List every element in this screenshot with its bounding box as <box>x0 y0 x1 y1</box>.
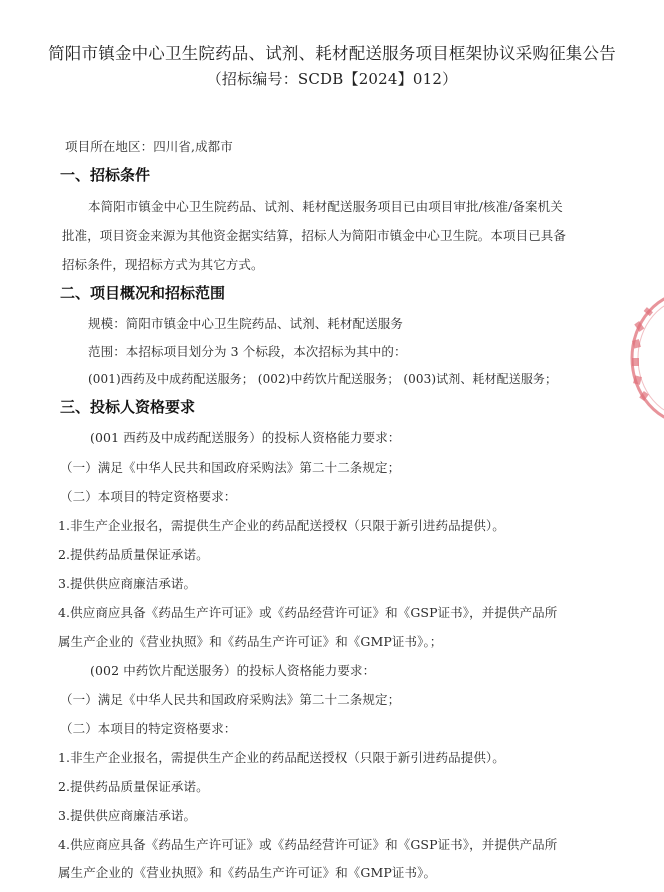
lot2-req1: 1.非生产企业报名，需提供生产企业的药品配送授权（只限于新引进药品提供）。 <box>58 750 505 765</box>
project-scale: 规模：简阳市镇金中心卫生院药品、试剂、耗材配送服务 <box>88 316 404 331</box>
lot1-req1: 1.非生产企业报名，需提供生产企业的药品配送授权（只限于新引进药品提供）。 <box>58 518 505 533</box>
tender-number: （招标编号：SCDB【2024】012） <box>206 70 458 88</box>
section1-line: 批准，项目资金来源为其他资金据实结算，招标人为简阳市镇金中心卫生院。本项目已具备 <box>62 228 567 243</box>
lot2-item2: （二）本项目的特定资格要求： <box>60 721 237 736</box>
lot2-req4-cont: 属生产企业的《营业执照》和《药品生产许可证》和《GMP证书》。 <box>58 865 437 880</box>
section3-heading: 三、投标人资格要求 <box>60 398 196 416</box>
lot2-req4: 4.供应商应具备《药品生产许可证》或《药品经营许可证》和《GSP证书》，并提供产品所 <box>58 837 558 852</box>
lot2-req2: 2.提供药品质量保证承诺。 <box>58 779 209 794</box>
project-lots: (001)西药及中成药配送服务； (002)中药饮片配送服务； (003)试剂、耗材配送服务； <box>88 372 558 386</box>
section1-heading: 一、招标条件 <box>60 166 151 184</box>
document-title: 简阳市镇金中心卫生院药品、试剂、耗材配送服务项目框架协议采购征集公告 <box>48 44 616 63</box>
lot2-req3: 3.提供供应商廉洁承诺。 <box>58 808 197 823</box>
lot1-req3: 3.提供供应商廉洁承诺。 <box>58 576 197 591</box>
lot2-intro: (002 中药饮片配送服务）的投标人资格能力要求： <box>90 663 376 678</box>
project-location: 项目所在地区：四川省,成都市 <box>65 139 233 154</box>
lot2-item1: （一）满足《中华人民共和国政府采购法》第二十二条规定； <box>60 692 401 707</box>
lot1-req4-cont: 属生产企业的《营业执照》和《药品生产许可证》和《GMP证书》。； <box>58 634 443 649</box>
lot1-item2: （二）本项目的特定资格要求： <box>60 489 237 504</box>
lot1-intro: (001 西药及中成药配送服务）的投标人资格能力要求： <box>90 430 401 445</box>
section1-line: 本简阳市镇金中心卫生院药品、试剂、耗材配送服务项目已由项目审批/核准/备案机关 <box>88 199 563 214</box>
official-seal <box>624 288 664 428</box>
lot1-item1: （一）满足《中华人民共和国政府采购法》第二十二条规定； <box>60 460 401 475</box>
section2-heading: 二、项目概况和招标范围 <box>60 284 226 302</box>
project-scope: 范围：本招标项目划分为 3 个标段，本次招标为其中的： <box>88 344 407 359</box>
lot1-req2: 2.提供药品质量保证承诺。 <box>58 547 209 562</box>
section1-line: 招标条件，现招标方式为其它方式。 <box>62 257 264 272</box>
lot1-req4: 4.供应商应具备《药品生产许可证》或《药品经营许可证》和《GSP证书》，并提供产品所 <box>58 605 558 620</box>
